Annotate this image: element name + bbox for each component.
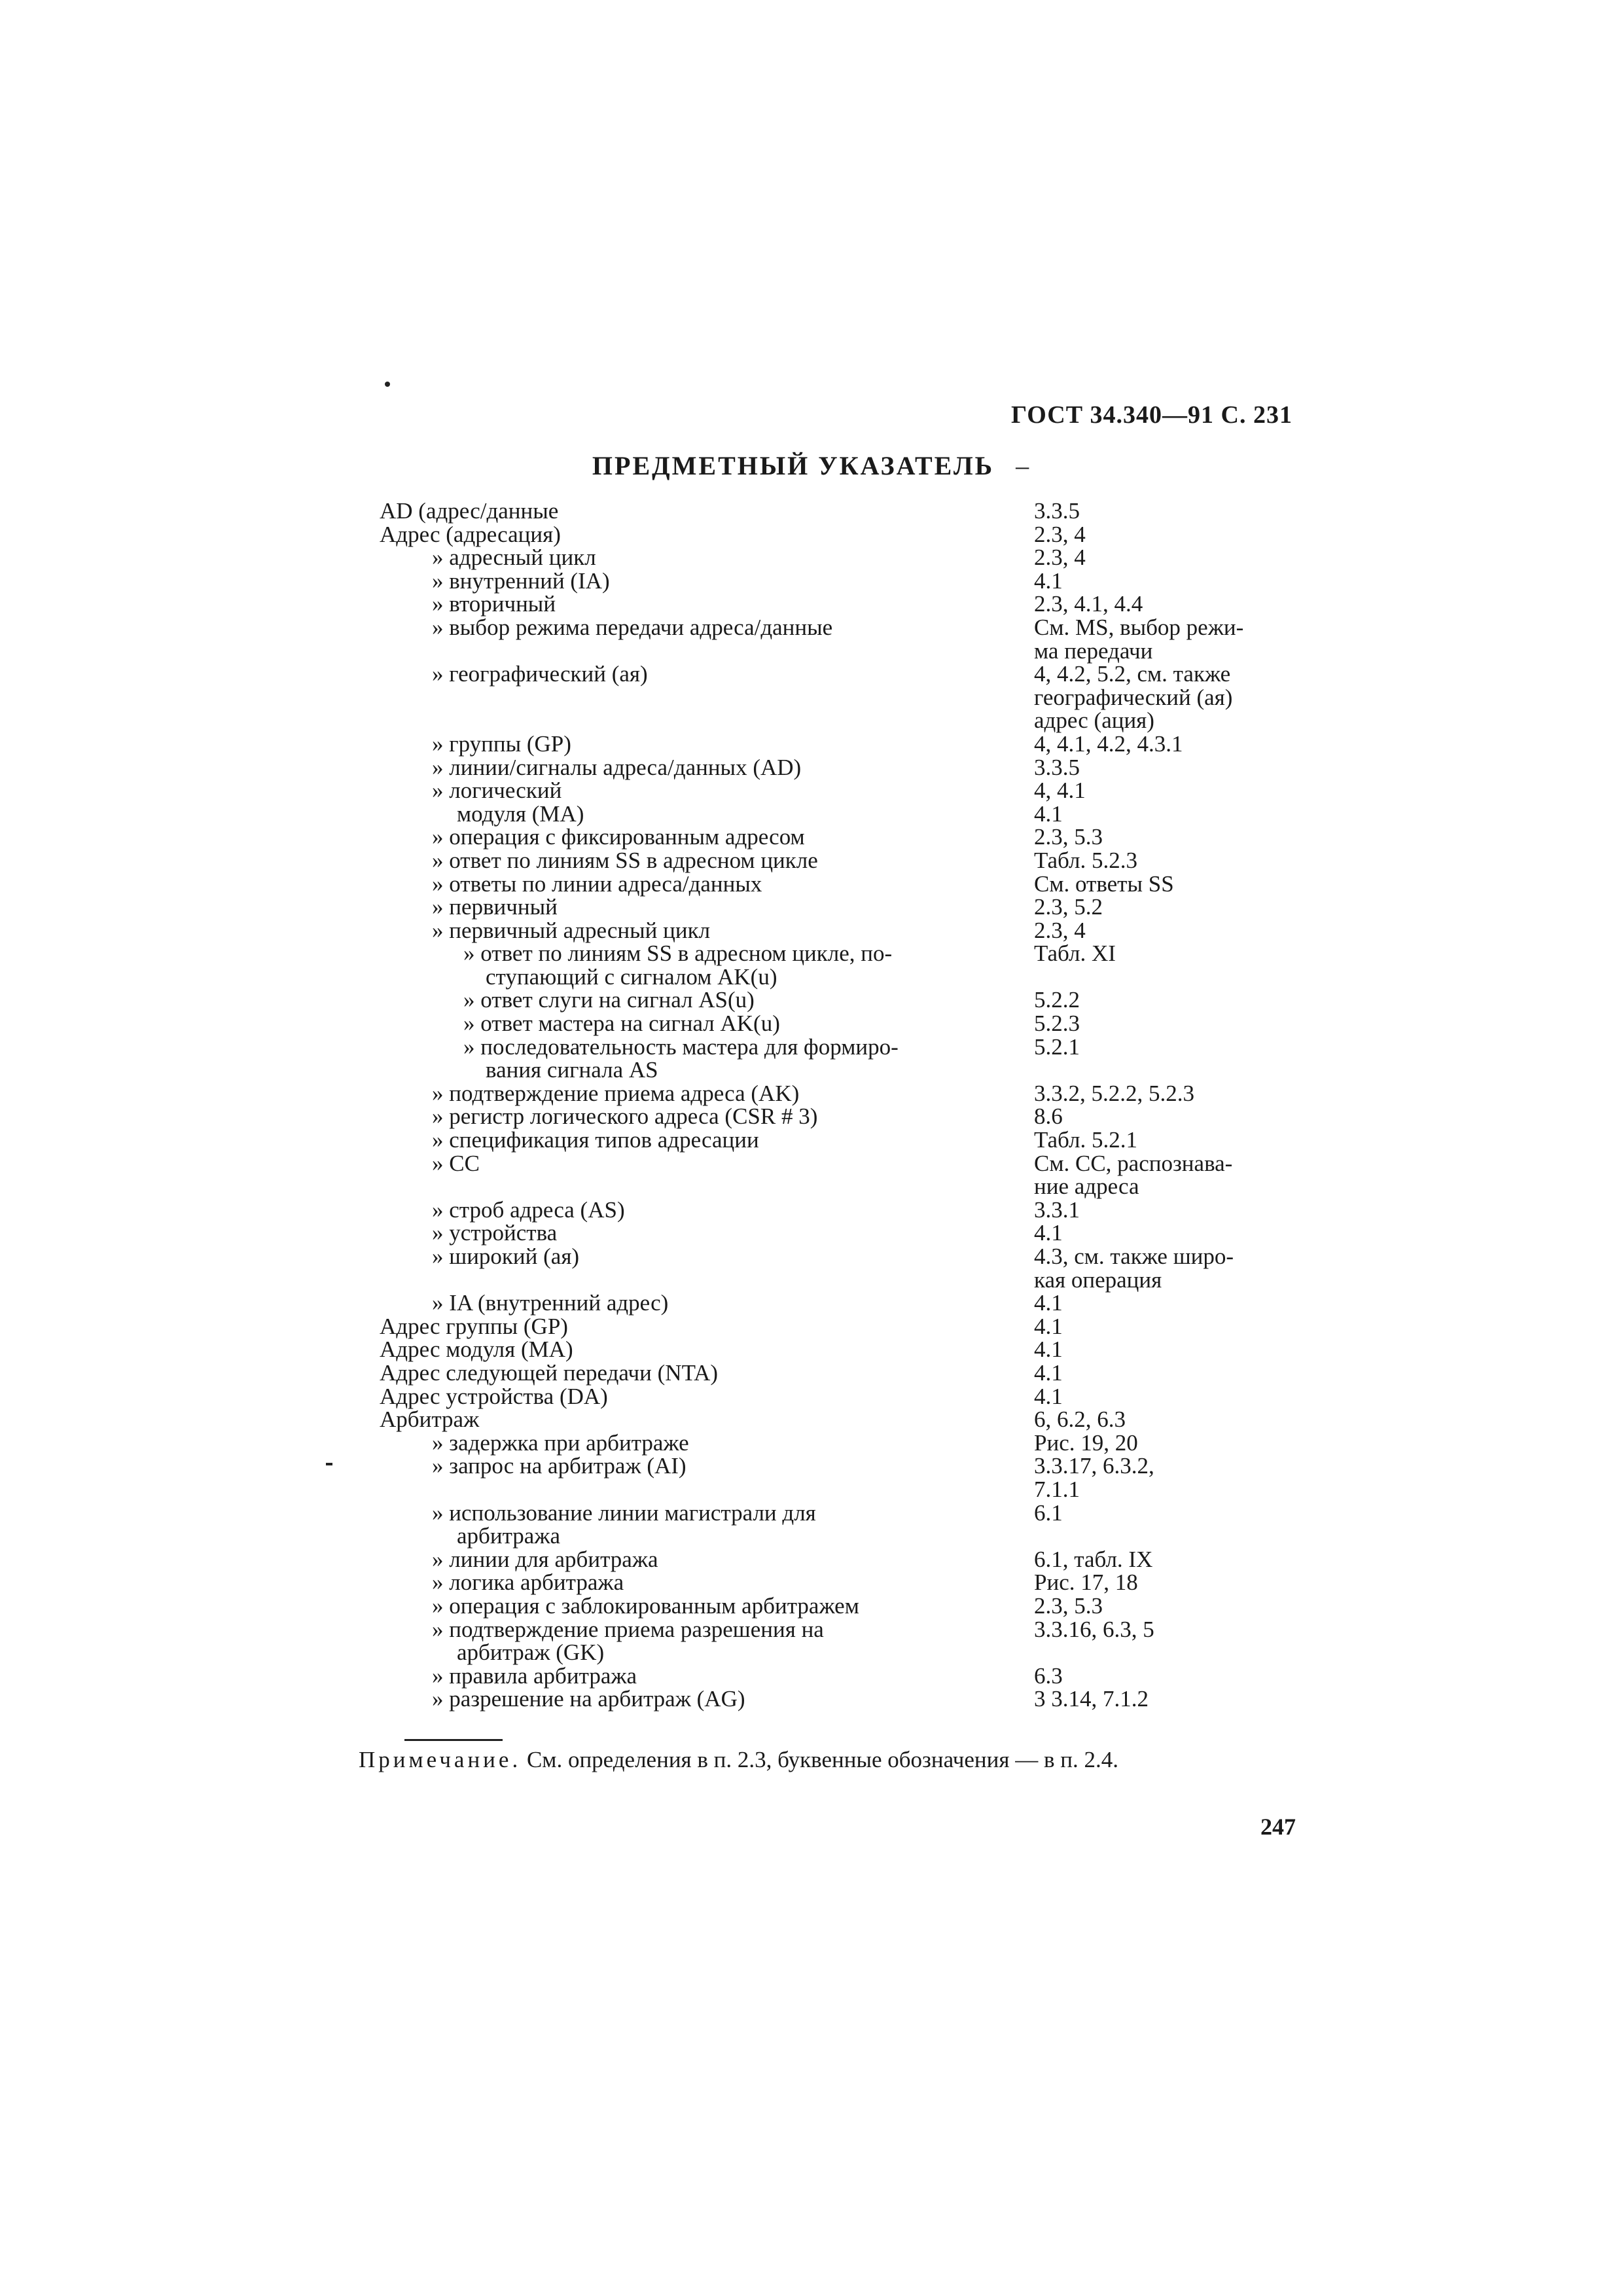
index-term: » вторичный (432, 591, 556, 617)
index-term: » первичный (432, 894, 558, 920)
index-reference: Табл. 5.2.3 (1034, 847, 1137, 873)
index-entry (0, 1105, 1623, 1128)
index-entry (0, 732, 1623, 756)
index-reference: 4, 4.2, 5.2, см. также (1034, 661, 1231, 687)
index-term: » адресный цикл (432, 545, 596, 571)
index-reference: 7.1.1 (1034, 1476, 1080, 1502)
index-term: » IA (внутренний адрес) (432, 1290, 669, 1316)
running-header: ГОСТ 34.340—91 С. 231 (1011, 401, 1293, 429)
index-entry (0, 1152, 1623, 1175)
index-reference: 4.1 (1034, 567, 1063, 594)
index-term: арбитража (457, 1523, 561, 1549)
index-reference: ние адреса (1034, 1174, 1139, 1200)
index-entry (0, 499, 1623, 523)
index-reference: 5.2.2 (1034, 987, 1080, 1013)
index-reference: 6.1 (1034, 1499, 1063, 1526)
footnote-text: См. определения в п. 2.3, буквенные обозначения — в п. 2.4. (526, 1747, 1118, 1772)
index-term: Адрес модуля (MA) (380, 1336, 573, 1363)
index-term: » разрешение на арбитраж (AG) (432, 1686, 745, 1712)
index-entry (0, 1687, 1623, 1711)
index-reference: 2.3, 4 (1034, 545, 1086, 571)
index-term: » операция с заблокированным арбитражем (432, 1592, 859, 1619)
index-reference: кая операция (1034, 1266, 1162, 1293)
index-term: » использование линии магистрали для (432, 1499, 816, 1526)
index-term: Адрес устройства (DA) (380, 1383, 608, 1409)
index-entry (0, 965, 1623, 989)
footnote-rule (404, 1739, 503, 1741)
index-entry (0, 802, 1623, 826)
index-entry (0, 919, 1623, 942)
index-entry (0, 662, 1623, 686)
index-entry (0, 1198, 1623, 1222)
index-entry (0, 569, 1623, 593)
index-reference: 8.6 (1034, 1103, 1063, 1130)
index-entry (0, 1245, 1623, 1268)
index-reference: 2.3, 4.1, 4.4 (1034, 591, 1143, 617)
index-reference: 6.3 (1034, 1662, 1063, 1689)
footnote (359, 1748, 1278, 1772)
index-term: » правила арбитража (432, 1662, 637, 1689)
index-term: » группы (GP) (432, 730, 571, 757)
index-reference: ма передачи (1034, 637, 1153, 664)
index-term: » CC (432, 1150, 480, 1176)
index-term: AD (адрес/данные (380, 498, 559, 524)
index-entry (0, 1175, 1623, 1198)
index-entry (0, 1338, 1623, 1361)
index-entry (0, 1315, 1623, 1338)
index-term: » логический (432, 778, 562, 804)
index-reference: 3.3.16, 6.3, 5 (1034, 1616, 1154, 1642)
index-entry (0, 1058, 1623, 1082)
index-term: » ответ мастера на сигнал AK(u) (463, 1011, 780, 1037)
index-entry (0, 546, 1623, 569)
index-reference: 5.2.3 (1034, 1011, 1080, 1037)
index-reference: географический (ая) (1034, 684, 1233, 710)
index-reference: 5.2.1 (1034, 1033, 1080, 1060)
index-term: » подтверждение приема разрешения на (432, 1616, 824, 1642)
index-reference: 3 3.14, 7.1.2 (1034, 1686, 1149, 1712)
index-entry (0, 709, 1623, 732)
index-term: » линии для арбитража (432, 1546, 658, 1572)
index-term: » регистр логического адреса (CSR # 3) (432, 1103, 818, 1130)
index-term: » строб адреса (AS) (432, 1196, 625, 1223)
index-reference: 4.3, см. также широ- (1034, 1244, 1234, 1269)
index-term: ступающий с сигналом AK(u) (486, 963, 777, 990)
index-term: » ответ по линиям SS в адресном цикле (432, 847, 818, 873)
index-term: » операция с фиксированным адресом (432, 824, 805, 850)
index-reference: 4.1 (1034, 1290, 1063, 1316)
index-entry (0, 1454, 1623, 1478)
index-reference: 3.3.1 (1034, 1196, 1080, 1223)
index-entry (0, 523, 1623, 547)
index-entry (0, 825, 1623, 849)
index-term: » ответ по линиям SS в адресном цикле, по- (463, 941, 893, 967)
index-entry (0, 639, 1623, 663)
index-reference: 6.1, табл. IX (1034, 1546, 1153, 1572)
index-reference: 6, 6.2, 6.3 (1034, 1407, 1126, 1433)
index-reference: См. CC, распознава- (1034, 1150, 1233, 1176)
title-text: ПРЕДМЕТНЫЙ УКАЗАТЕЛЬ (592, 451, 995, 480)
page-title (0, 450, 1623, 481)
index-entry (0, 1082, 1623, 1105)
footnote-lead: Примечание. (359, 1747, 522, 1772)
index-term: модуля (MA) (457, 800, 584, 827)
index-reference: Рис. 17, 18 (1034, 1570, 1138, 1596)
index-entry (0, 1221, 1623, 1245)
index-entry (0, 1431, 1623, 1455)
index-entry (0, 1012, 1623, 1035)
index-entry (0, 1664, 1623, 1688)
subject-index (0, 499, 1623, 1711)
index-reference: 4.1 (1034, 800, 1063, 827)
index-term: » выбор режима передачи адреса/данные (432, 614, 833, 640)
index-entry (0, 1501, 1623, 1525)
index-reference: 2.3, 5.3 (1034, 1592, 1103, 1619)
index-reference: 2.3, 4 (1034, 521, 1086, 547)
index-reference: 4, 4.1, 4.2, 4.3.1 (1034, 730, 1183, 757)
index-term: Адрес (адресация) (380, 521, 561, 547)
index-reference: Табл. 5.2.1 (1034, 1127, 1137, 1153)
index-term: » ответ слуги на сигнал AS(u) (463, 987, 755, 1013)
index-entry (0, 616, 1623, 639)
index-term: Адрес следующей передачи (NTA) (380, 1359, 719, 1386)
index-term: » географический (ая) (432, 661, 648, 687)
index-reference: 3.3.17, 6.3.2, (1034, 1453, 1154, 1479)
index-reference: Рис. 19, 20 (1034, 1429, 1138, 1456)
index-reference: адрес (ация) (1034, 708, 1154, 734)
index-entry (0, 686, 1623, 709)
index-reference: 4, 4.1 (1034, 778, 1086, 804)
index-reference: 4.1 (1034, 1359, 1063, 1386)
index-entry (0, 1291, 1623, 1315)
index-entry (0, 849, 1623, 872)
index-entry (0, 988, 1623, 1012)
index-entry (0, 942, 1623, 965)
index-term: » спецификация типов адресации (432, 1127, 759, 1153)
index-reference: См. ответы SS (1034, 870, 1174, 897)
index-reference: 3.3.5 (1034, 498, 1080, 524)
index-entry (0, 1361, 1623, 1385)
index-term: » первичный адресный цикл (432, 917, 711, 943)
index-reference: 3.3.2, 5.2.2, 5.2.3 (1034, 1080, 1194, 1106)
index-term: Арбитраж (380, 1407, 480, 1433)
index-term: » широкий (ая) (432, 1244, 580, 1269)
index-reference: 2.3, 5.3 (1034, 824, 1103, 850)
index-entry (0, 1618, 1623, 1641)
index-term: вания сигнала AS (486, 1057, 658, 1083)
index-reference: 4.1 (1034, 1220, 1063, 1246)
index-reference: 4.1 (1034, 1313, 1063, 1339)
index-entry (0, 1641, 1623, 1664)
title-mark: – (1016, 451, 1031, 480)
index-term: арбитраж (GK) (457, 1640, 605, 1666)
index-entry (0, 1594, 1623, 1618)
index-reference: 4.1 (1034, 1383, 1063, 1409)
index-reference: 3.3.5 (1034, 754, 1080, 780)
index-reference: 2.3, 4 (1034, 917, 1086, 943)
index-term: Адрес группы (GP) (380, 1313, 568, 1339)
index-reference: 2.3, 5.2 (1034, 894, 1103, 920)
index-entry (0, 779, 1623, 802)
index-entry (0, 1524, 1623, 1548)
index-entry (0, 756, 1623, 780)
index-term: » запрос на арбитраж (AI) (432, 1453, 687, 1479)
index-entry (0, 1408, 1623, 1431)
index-reference: См. MS, выбор режи- (1034, 614, 1244, 640)
index-entry (0, 1548, 1623, 1571)
index-entry (0, 1035, 1623, 1059)
index-entry (0, 1571, 1623, 1594)
index-term: » логика арбитража (432, 1570, 624, 1596)
index-entry (0, 1385, 1623, 1408)
index-term: » устройства (432, 1220, 558, 1246)
index-entry (0, 1268, 1623, 1292)
index-entry (0, 1478, 1623, 1501)
index-term: » внутренний (IA) (432, 567, 610, 594)
index-entry (0, 895, 1623, 919)
scan-speck (385, 382, 390, 387)
index-entry (0, 1128, 1623, 1152)
index-term: » последовательность мастера для формиро- (463, 1033, 899, 1060)
index-reference: 4.1 (1034, 1336, 1063, 1363)
index-entry (0, 872, 1623, 896)
index-term: » задержка при арбитраже (432, 1429, 689, 1456)
page-number: 247 (1260, 1814, 1296, 1840)
index-reference: Табл. XI (1034, 941, 1116, 967)
index-term: » ответы по линии адреса/данных (432, 870, 762, 897)
index-entry (0, 592, 1623, 616)
index-term: » подтверждение приема адреса (AK) (432, 1080, 800, 1106)
index-term: » линии/сигналы адреса/данных (AD) (432, 754, 802, 780)
